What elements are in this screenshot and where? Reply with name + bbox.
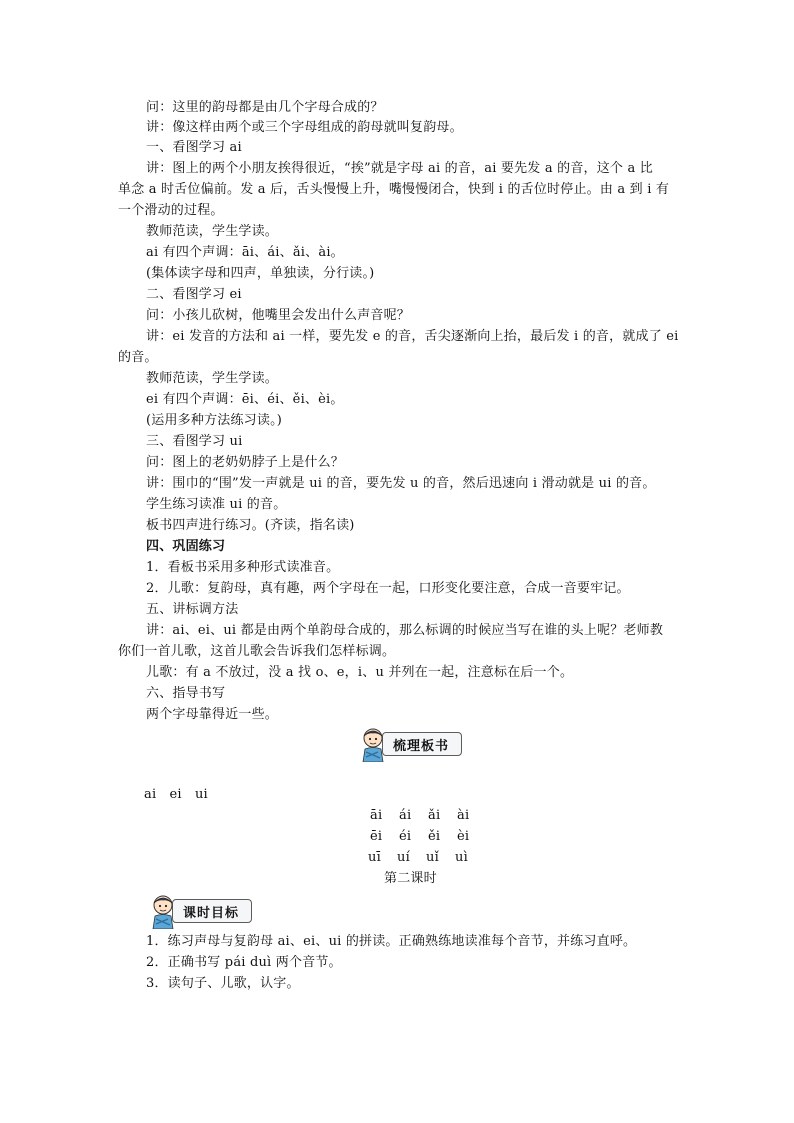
text-line: 教师范读，学生学读。 [146, 224, 279, 239]
text-line: 一个滑动的过程。 [118, 203, 224, 218]
board-finals-row: ai ei ui [144, 787, 208, 802]
text-line: 儿歌：有 a 不放过，没 a 找 o、e，i、u 并列在一起，注意标在后一个。 [146, 665, 574, 680]
text-line: 2．儿歌：复韵母，真有趣，两个字母在一起，口形变化要注意，合成一音要牢记。 [146, 581, 630, 596]
tone-syllable: uǐ [426, 850, 439, 865]
text-line: 问：这里的韵母都是由几个字母合成的？ [146, 100, 384, 115]
goal-item: 1．练习声母与复韵母 ai、ei、ui 的拼读。正确熟练地读准每个音节，并练习直呼。 [146, 934, 637, 949]
text-line: 讲：ai、ei、ui 都是由两个单韵母合成的，那么标调的时候应当写在谁的头上呢？老师教 [146, 623, 664, 638]
section-heading: 五、讲标调方法 [146, 602, 239, 617]
tone-syllable: uì [455, 850, 468, 865]
tone-syllable: ài [457, 808, 470, 823]
section-heading: 三、看图学习 ui [146, 434, 243, 449]
board-banner-label: 梳理板书 [382, 732, 462, 756]
tone-syllable: èi [457, 829, 470, 844]
text-line: 教师范读，学生学读。 [146, 371, 279, 386]
section-title: 第二课时 [384, 871, 437, 886]
text-line: 学生练习读准 ui 的音。 [146, 497, 287, 512]
board-tone-row-ui [368, 850, 484, 866]
text-line: 你们一首儿歌，这首儿歌会告诉我们怎样标调。 [118, 644, 396, 659]
section-heading: 二、看图学习 ei [146, 287, 242, 302]
goals-banner [146, 897, 252, 925]
text-line: 单念 a 时舌位偏前。发 a 后，舌头慢慢上升，嘴慢慢闭合，快到 i 的舌位时停止。由 a 到 i 有 [118, 182, 670, 197]
board-tone-row-ei [370, 829, 486, 845]
student-mascot-icon [146, 893, 180, 929]
text-line: 讲：图上的两个小朋友挨得很近，“挨”就是字母 ai 的音，ai 要先发 a 的音，这个 a 比 [146, 161, 653, 176]
text-line: 讲：像这样由两个或三个字母组成的韵母就叫复韵母。 [146, 120, 463, 135]
tone-syllable: ǎi [428, 808, 441, 823]
student-mascot-icon [356, 726, 390, 762]
text-line: (集体读字母和四声，单独读，分行读。) [146, 266, 375, 281]
text-line: 板书四声进行练习。(齐读，指名读) [146, 518, 355, 533]
board-tone-row-ai [370, 808, 486, 824]
tone-syllable: uī [368, 850, 381, 865]
section-heading: 一、看图学习 ai [146, 140, 242, 155]
text-line: 的音。 [118, 350, 158, 365]
tone-syllable: uí [397, 850, 410, 865]
board-banner [356, 730, 462, 758]
text-line: 问：图上的老奶奶脖子上是什么？ [146, 455, 345, 470]
goal-item: 2．正确书写 pái duì 两个音节。 [146, 955, 342, 970]
section-heading: 四、巩固练习 [146, 539, 226, 554]
text-line: 两个字母靠得近一些。 [146, 707, 279, 722]
tone-syllable: ái [399, 808, 412, 823]
text-line: 1．看板书采用多种形式读准音。 [146, 560, 340, 575]
section-heading: 六、指导书写 [146, 686, 226, 701]
text-line: 讲：ei 发音的方法和 ai 一样，要先发 e 的音，舌尖逐渐向上抬，最后发 i 的音，就成了 ei [146, 329, 679, 344]
goal-item: 3．读句子、儿歌，认字。 [146, 976, 300, 991]
tone-syllable: ēi [370, 829, 383, 844]
tone-syllable: éi [399, 829, 412, 844]
text-line: 讲：围巾的“围”发一声就是 ui 的音，要先发 u 的音，然后迅速向 i 滑动就是 ui 的音。 [146, 476, 656, 491]
text-line: ei 有四个声调：ēi、éi、ěi、èi。 [146, 392, 344, 407]
text-line: 问：小孩儿砍树，他嘴里会发出什么声音呢？ [146, 308, 411, 323]
text-line: ai 有四个声调：āi、ái、ǎi、ài。 [146, 245, 344, 260]
goals-banner-label: 课时目标 [172, 899, 252, 923]
text-line: (运用多种方法练习读。) [146, 413, 283, 428]
tone-syllable: āi [370, 808, 383, 823]
tone-syllable: ěi [428, 829, 441, 844]
